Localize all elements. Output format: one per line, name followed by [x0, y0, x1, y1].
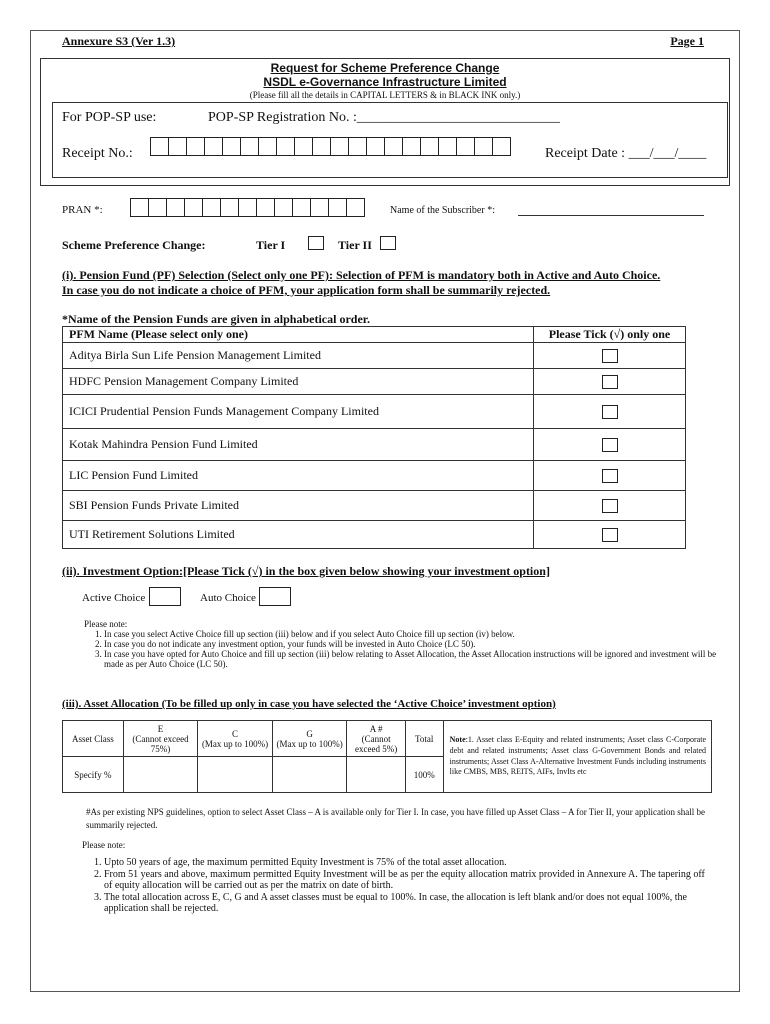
total-header: Total [405, 721, 443, 757]
tier2-checkbox[interactable] [380, 236, 396, 250]
table-row [63, 343, 686, 369]
allocation-note-title: Please note: [82, 840, 126, 850]
table-row [63, 461, 686, 491]
pfm-checkbox[interactable] [602, 528, 618, 542]
table-row [63, 395, 686, 429]
list-item: 1. In case you select Active Choice fill up section (iii) below and if you select Auto Choice fill up section (iv) below. [104, 629, 724, 639]
pfm-table [62, 326, 686, 549]
scheme-preference-label: Scheme Preference Change: [62, 238, 206, 252]
alphabetical-note: *Name of the Pension Funds are given in alphabetical order. [62, 312, 371, 326]
class-c-input[interactable] [198, 757, 273, 793]
pran-label: PRAN *: [62, 204, 103, 216]
tier1-label: Tier I [256, 238, 286, 252]
receipt-no-label: Receipt No.: [62, 146, 133, 161]
pfm-checkbox[interactable] [602, 405, 618, 419]
list-item: 3. In case you have opted for Auto Choice and fill up section (iii) below relating to Asset Allocation, the Asset Allocation instructions will be ignored and investment will be made as per Auto Choice (LC 50). [104, 649, 724, 669]
list-item: 3. The total allocation across E, C, G and A asset classes must be equal to 100%. In case, the allocation is left blank and/or does not equal 100%, the application shall be rejected. [104, 892, 708, 914]
subscriber-name-input[interactable] [518, 215, 704, 216]
page-number: Page 1 [670, 34, 704, 48]
pop-sp-use-label: For POP-SP use: [62, 110, 157, 125]
table-row [63, 369, 686, 395]
pfm-name-header: PFM Name (Please select only one) [63, 327, 534, 343]
pfm-name: Aditya Birla Sun Life Pension Management Limited [63, 343, 534, 369]
pop-sp-registration-field[interactable]: POP-SP Registration No. :_____________________________ [208, 110, 560, 125]
investment-option-notes [84, 619, 724, 669]
class-c-header: C (Max up to 100%) [198, 721, 273, 757]
table-row [63, 721, 712, 757]
pfm-checkbox[interactable] [602, 499, 618, 513]
pfm-name: LIC Pension Fund Limited [63, 461, 534, 491]
class-a-header: A # (Cannot exceed 5%) [347, 721, 405, 757]
note-title: Please note: [84, 619, 128, 629]
subscriber-name-label: Name of the Subscriber *: [390, 205, 495, 216]
pfm-name: HDFC Pension Management Company Limited [63, 369, 534, 395]
asset-class-note: Note:1. Asset class E-Equity and related instruments; Asset class C-Corporate debt and related instruments; Asset class G-Government Bonds and related instruments; Asset Class A-Alternative Investment Funds including instruments like CMBS, MBS, REITS, AIFs, InvIts etc [443, 721, 711, 793]
pfm-checkbox[interactable] [602, 438, 618, 452]
annexure-label: Annexure S3 (Ver 1.3) [62, 34, 176, 48]
asset-class-a-note: #As per existing NPS guidelines, option to select Asset Class – A is available only for Tier I. In case, you have filled up Asset Class – A for Tier II, your application shall be summarily rejected. [86, 807, 705, 830]
class-g-header: G (Max up to 100%) [272, 721, 347, 757]
class-a-input[interactable] [347, 757, 405, 793]
class-e-input[interactable] [123, 757, 198, 793]
form-subtitle: NSDL e-Governance Infrastructure Limited [263, 75, 507, 89]
pfm-checkbox[interactable] [602, 349, 618, 363]
class-g-input[interactable] [272, 757, 347, 793]
form-instruction: (Please fill all the details in CAPITAL LETTERS & in BLACK INK only.) [249, 90, 521, 100]
tier1-checkbox[interactable] [308, 236, 324, 250]
total-value: 100% [405, 757, 443, 793]
tier2-label: Tier II [338, 238, 372, 252]
pfm-name: Kotak Mahindra Pension Fund Limited [63, 429, 534, 461]
asset-allocation-table [62, 720, 712, 793]
section-i-heading-2: In case you do not indicate a choice of PFM, your application form shall be summarily rejected. [62, 283, 551, 297]
table-row [63, 491, 686, 521]
auto-choice-label: Auto Choice [200, 592, 256, 604]
pfm-checkbox[interactable] [602, 469, 618, 483]
allocation-notes [82, 857, 708, 915]
section-iii-heading: (iii). Asset Allocation (To be filled up only in case you have selected the ‘Active Choice’ investment option) [62, 698, 556, 710]
table-row [63, 521, 686, 549]
receipt-date-field[interactable]: Receipt Date : ___/___/____ [545, 146, 707, 161]
list-item: 1. Upto 50 years of age, the maximum permitted Equity Investment is 75% of the total asset allocation. [104, 857, 708, 868]
table-row [63, 429, 686, 461]
pfm-checkbox[interactable] [602, 375, 618, 389]
section-ii-heading: (ii). Investment Option:[Please Tick (√) in the box given below showing your investment option] [62, 564, 550, 578]
auto-choice-checkbox[interactable] [259, 587, 291, 606]
asset-class-header: Asset Class [63, 721, 124, 757]
pran-boxes[interactable] [130, 198, 364, 217]
active-choice-label: Active Choice [82, 592, 146, 604]
form-title: Request for Scheme Preference Change [270, 61, 500, 75]
pfm-name: UTI Retirement Solutions Limited [63, 521, 534, 549]
pfm-name: ICICI Prudential Pension Funds Management Company Limited [63, 395, 534, 429]
pfm-name: SBI Pension Funds Private Limited [63, 491, 534, 521]
specify-label: Specify % [63, 757, 124, 793]
section-i-heading: (i). Pension Fund (PF) Selection (Select only one PF): Selection of PFM is mandatory both in Active and Auto Choice. [62, 268, 661, 282]
pfm-tick-header: Please Tick (√) only one [534, 327, 686, 343]
pfm-header-row [63, 327, 686, 343]
list-item: 2. In case you do not indicate any investment option, your funds will be invested in Auto Choice (LC 50). [104, 639, 724, 649]
class-e-header: E (Cannot exceed 75%) [123, 721, 198, 757]
list-item: 2. From 51 years and above, maximum permitted Equity Investment will be as per the equity allocation matrix provided in Annexure A. The tapering off of equity allocation will be carried out as per the matrix on date of birth. [104, 869, 708, 891]
active-choice-checkbox[interactable] [149, 587, 181, 606]
receipt-no-boxes[interactable] [150, 137, 510, 156]
